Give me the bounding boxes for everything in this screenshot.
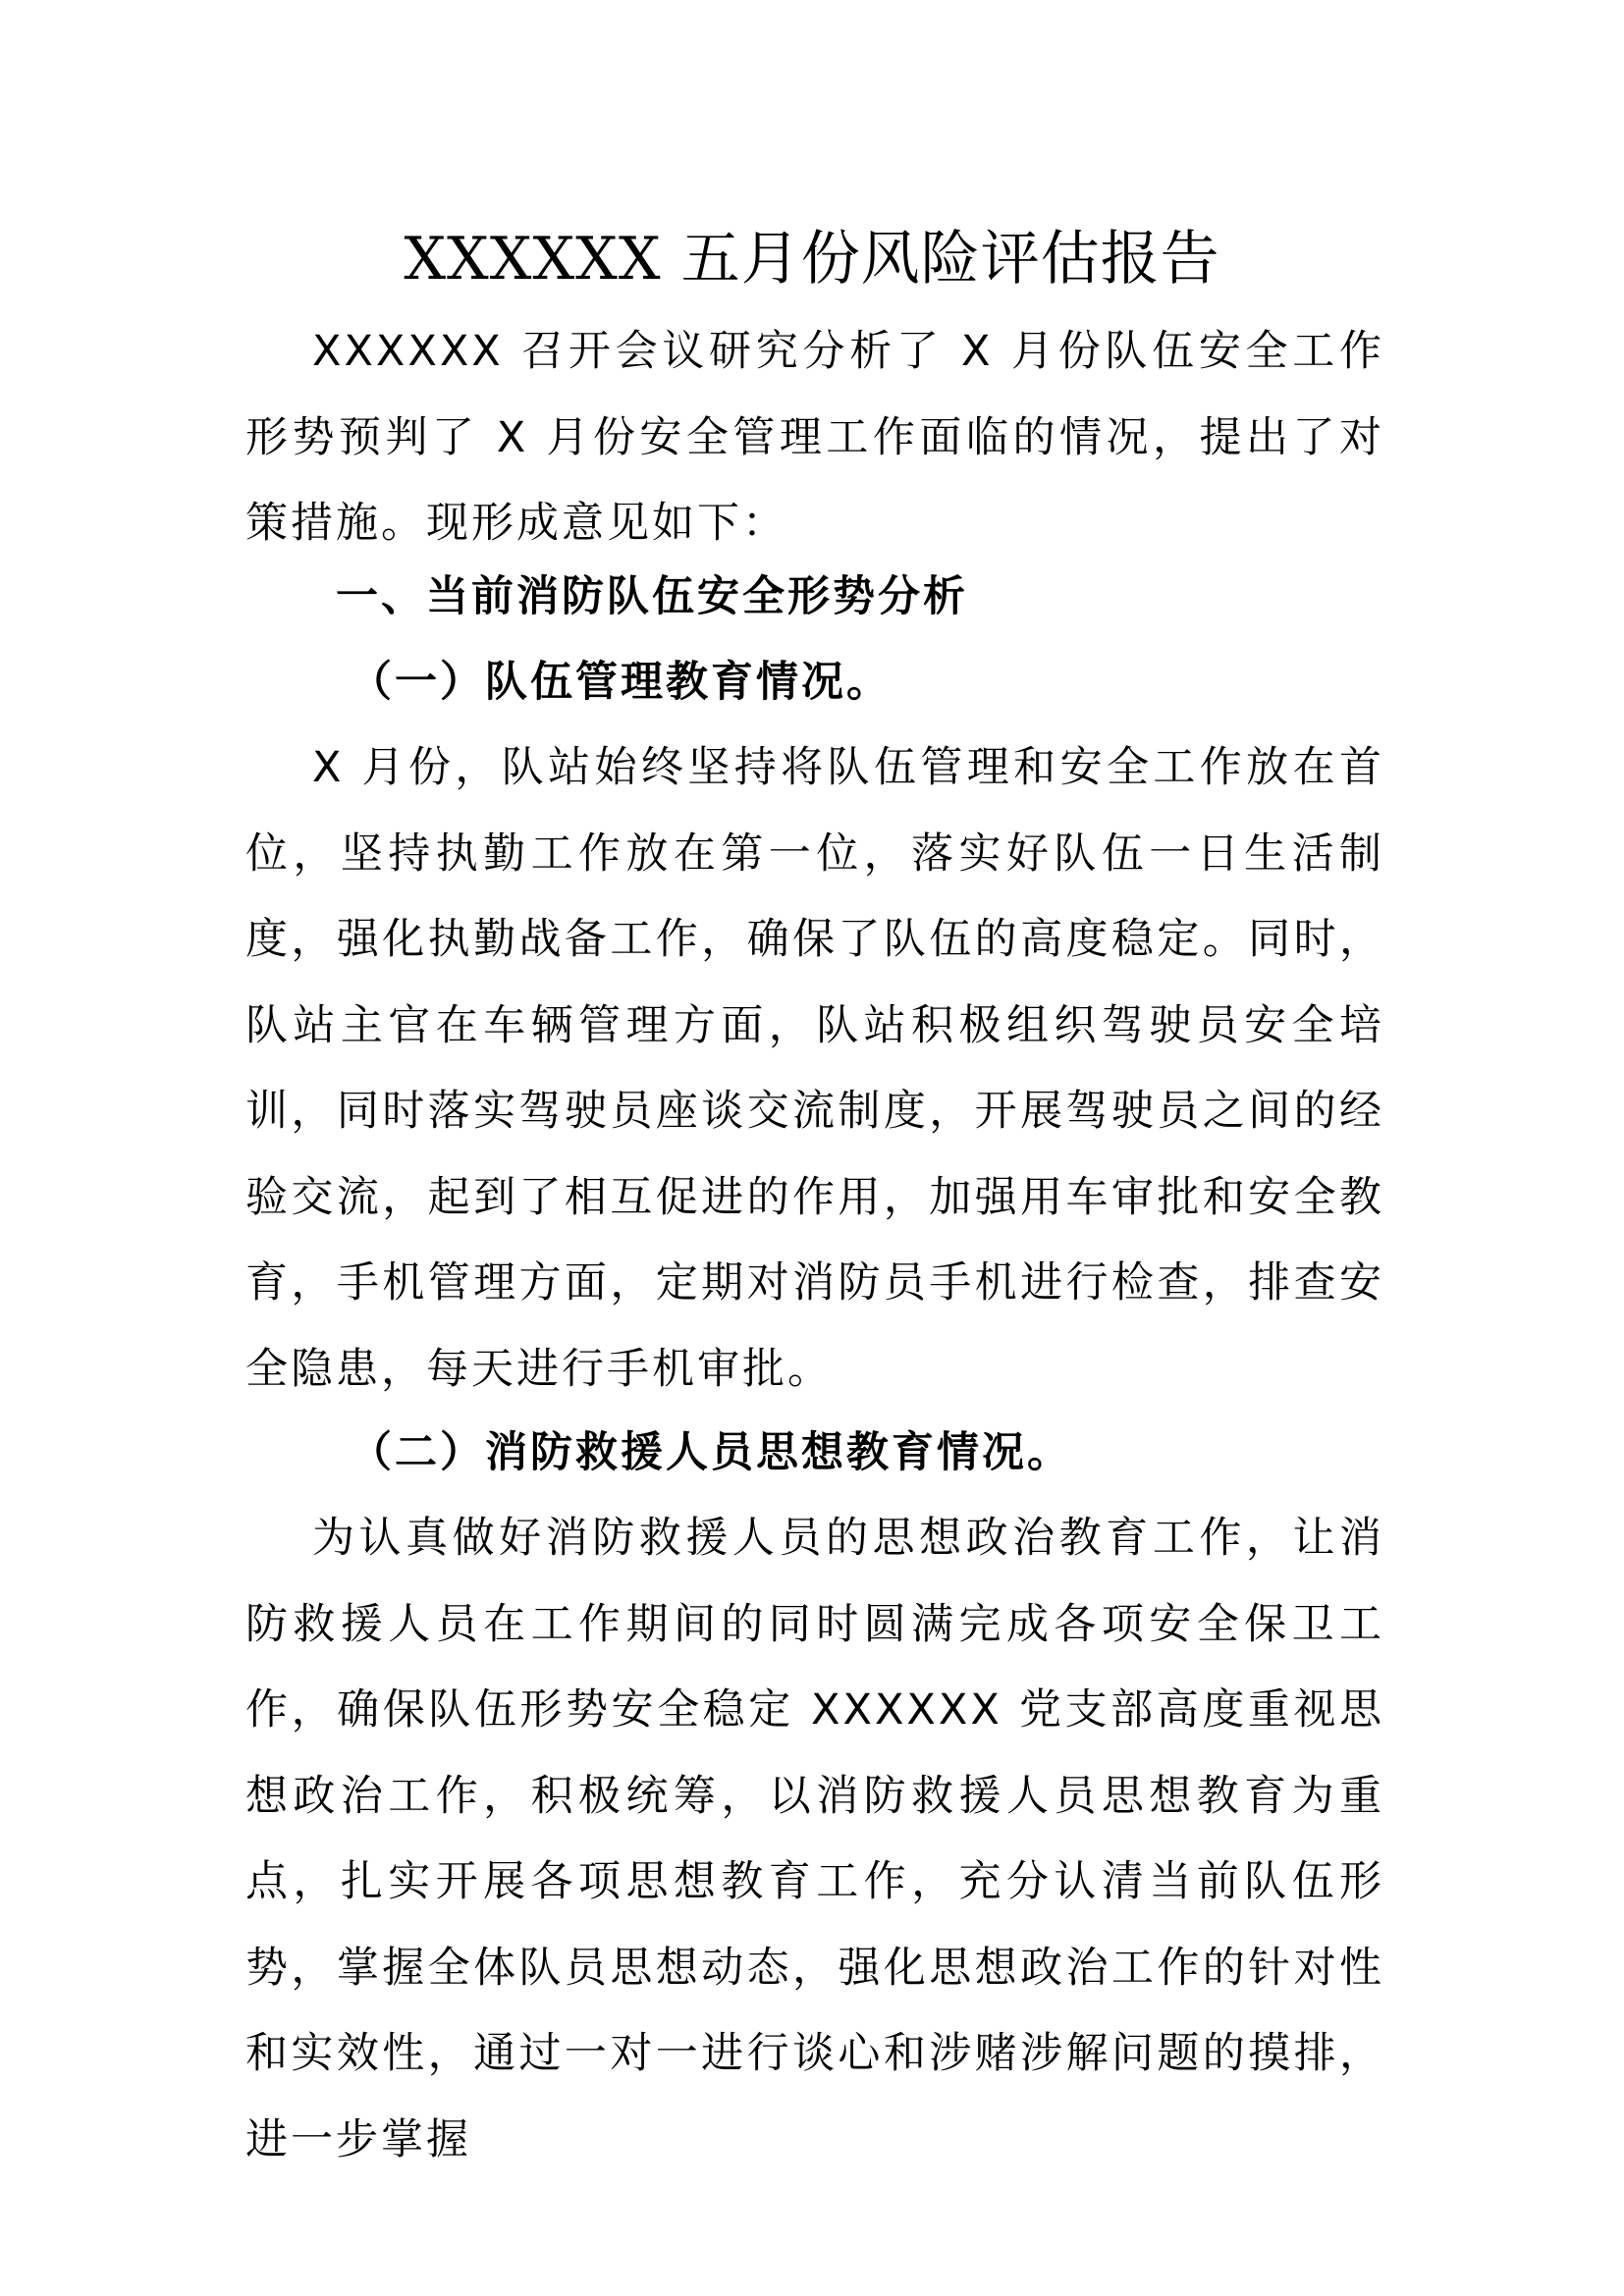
subsection-heading-2: （二）消防救援人员思想教育情况。 [350, 1428, 1072, 1477]
subsection-2-paragraph: 为认真做好消防救援人员的思想政治教育工作，让消防救援人员在工作期间的同时圆满完成各项安全保卫工作，确保队伍形势安全稳定 XXXXXX 党支部高度重视思想政治工作，积极统筹，以消防救援人员思想教育为重点，扎实开展各项思想教育工作，充分认清当前队伍形势，掌握全体队员思想动态，强化思想政治工作的针对性和实效性，通过一对一进行谈心和涉赌涉解问题的摸排，进一步掌握 [245, 1514, 1384, 2164]
document-title: XXXXXX 五月份风险评估报告 [404, 225, 1220, 294]
section-heading-1: 一、当前消防队伍安全形势分析 [336, 572, 968, 621]
subsection-1-paragraph: X 月份，队站始终坚持将队伍管理和安全工作放在首位，坚持执勤工作放在第一位，落实好队伍一日生活制度，强化执勤战备工作，确保了队伍的高度稳定。同时，队站主官在车辆管理方面，队站积极组织驾驶员安全培训，同时落实驾驶员座谈交流制度，开展驾驶员之间的经验交流，起到了相互促进的作用，加强用车审批和安全教育，手机管理方面，定期对消防员手机进行检查，排查安全隐患，每天进行手机审批。 [245, 743, 1384, 1394]
intro-paragraph: XXXXXX 召开会议研究分析了 X 月份队伍安全工作形势预判了 X 月份安全管理工作面临的情况，提出了对策措施。现形成意见如下： [245, 327, 1384, 548]
subsection-heading-1: （一）队伍管理教育情况。 [350, 658, 892, 707]
